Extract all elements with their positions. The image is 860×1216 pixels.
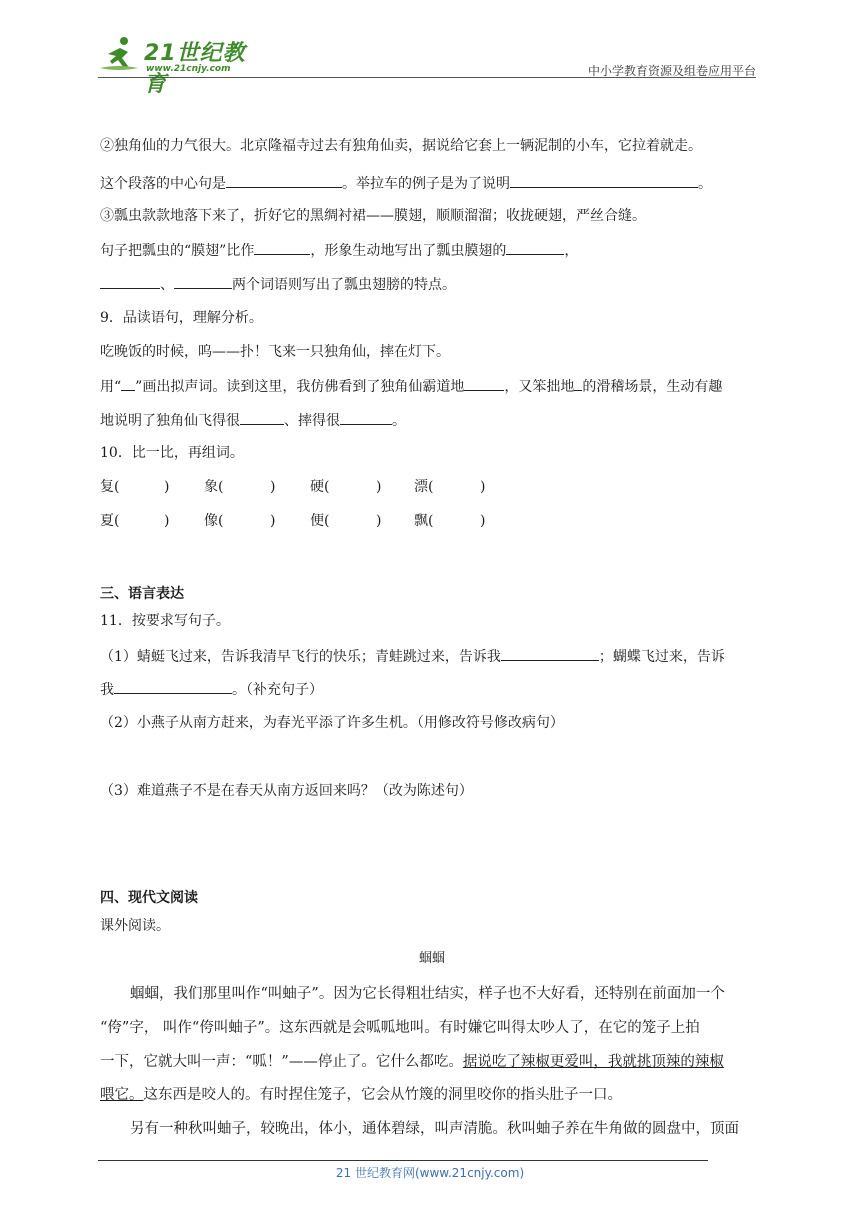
q9-l2-part: 地说明了独角仙飞得很 — [100, 413, 240, 429]
article-p1-line1: 蝈蝈，我们那里叫作“叫蚰子”。因为它长得粗壮结实，样子也不大好看，还特别在前面加一个 — [130, 986, 725, 1002]
q8-p2-q-part: 。 — [698, 176, 712, 192]
char-box-close: ) — [376, 513, 382, 529]
article-title: 蝈蝈 — [418, 951, 445, 966]
answer-blank[interactable] — [254, 240, 310, 255]
q9-l2-part: 。 — [392, 413, 406, 429]
q8-p3-q-part: ，形象生动地写出了瓢虫膜翅的 — [310, 243, 507, 259]
char-box-close: ) — [376, 479, 382, 495]
q9-title: 9．品读语句，理解分析。 — [100, 310, 263, 326]
q11-s1-part: （1）蜻蜓飞过来，告诉我清早飞行的快乐；青蛙跳过来，告诉我 — [100, 649, 501, 665]
section4-intro: 课外阅读。 — [100, 918, 170, 934]
q9-l1-part: 用“ — [100, 379, 122, 395]
q11-s1-part: ；蝴蝶飞过来，告诉 — [598, 649, 725, 665]
article-text: 这东西是咬人的。有时捏住笼子，它会从竹篾的洞里咬你的指头肚子一口。 — [143, 1087, 622, 1103]
q9-l2-part: 、摔得很 — [284, 413, 340, 429]
q11-s2: （2）小燕子从南方赶来，为春光平添了许多生机。（用修改符号修改病句） — [100, 715, 564, 731]
char-box-close: ) — [270, 513, 276, 529]
q8-p3-question2 — [100, 274, 456, 295]
q9-sentence: 吃晚饭的时候，呜——扑！飞来一只独角仙，摔在灯下。 — [100, 344, 450, 360]
underlined-sentence: 喂它。 — [100, 1087, 144, 1103]
answer-blank[interactable] — [464, 376, 504, 391]
q8-p3-q-part: ， — [564, 243, 579, 259]
q11-s1-part: 。（补充句子） — [232, 682, 323, 698]
q8-p3-q2-part: 、 — [160, 277, 174, 293]
header-divider — [98, 77, 756, 78]
char-box: 便( — [310, 513, 330, 529]
answer-blank[interactable] — [174, 274, 232, 289]
answer-blank[interactable] — [240, 410, 284, 425]
q11-title: 11．按要求写句子。 — [100, 613, 230, 629]
q8-p2-question — [100, 173, 712, 194]
page-header — [98, 30, 758, 97]
q9-line2 — [100, 410, 406, 431]
page-footer: 21 世纪教育网(www.21cnjy.com) — [335, 1166, 525, 1180]
char-box-close: ) — [480, 513, 486, 529]
q8-p3-question — [100, 240, 578, 261]
char-box: 飘( — [414, 513, 434, 529]
q10-title: 10．比一比，再组词。 — [100, 445, 244, 461]
q8-p3-q-part: 句子把瓢虫的“膜翅”比作 — [100, 243, 255, 259]
article-p1-line2: “侉”字， 叫作“侉叫蚰子”。这东西就是会呱呱地叫。有时嫌它叫得太吵人了，在它的笼子上拍 — [100, 1020, 700, 1036]
q11-s1-line1 — [100, 646, 725, 667]
answer-blank[interactable] — [226, 173, 342, 188]
q8-p3-text: ③瓢虫款款地落下来了，折好它的黑绸衬裙——膜翅，顺顺溜溜；收拢硬翅，严丝合缝。 — [100, 208, 646, 224]
char-box-close: ) — [480, 479, 486, 495]
platform-name: 中小学教育资源及组卷应用平台 — [587, 64, 756, 78]
logo — [98, 34, 268, 97]
char-box: 复( — [100, 479, 120, 495]
char-box: 硬( — [310, 479, 330, 495]
logo-text: 21世纪教育 — [144, 41, 246, 97]
char-box-close: ) — [164, 479, 170, 495]
char-box: 像( — [204, 513, 224, 529]
section4-title: 四、现代文阅读 — [100, 890, 198, 906]
q8-p2-q-part: 这个段落的中心句是 — [100, 176, 226, 192]
q8-p2-q-part: 。举拉车的例子是为了说明 — [342, 176, 510, 192]
answer-blank[interactable] — [510, 173, 698, 188]
answer-blank[interactable] — [114, 679, 232, 694]
article-p1-line3 — [100, 1052, 724, 1072]
q11-s1-line2 — [100, 679, 323, 700]
logo-url: www.21cnjy.com — [146, 64, 231, 74]
char-box-close: ) — [164, 513, 170, 529]
q9-l1-part: ”画出拟声词。读到这里，我仿佛看到了独角仙霸道地 — [135, 379, 465, 395]
q9-line1 — [100, 376, 722, 397]
footer-divider — [98, 1160, 708, 1161]
answer-blank[interactable] — [506, 240, 564, 255]
underlined-sentence: 据说吃了辣椒更爱叫，我就挑顶辣的辣椒 — [462, 1054, 724, 1070]
section3-title: 三、语言表达 — [100, 586, 184, 602]
q8-p2-text: ②独角仙的力气很大。北京隆福寺过去有独角仙卖，据说给它套上一辆泥制的小车，它拉着就走。 — [100, 138, 702, 154]
answer-blank[interactable] — [340, 410, 392, 425]
q9-l1-part: ，又笨拙地 — [504, 379, 575, 395]
char-box: 夏( — [100, 513, 120, 529]
char-box: 漂( — [414, 479, 434, 495]
article-p1-line4 — [100, 1085, 622, 1105]
char-box-close: ) — [270, 479, 276, 495]
article-p2-line1: 另有一种秋叫蚰子，较晚出，体小，通体碧绿，叫声清脆。秋叫蚰子养在牛角做的圆盘中，顶面 — [130, 1121, 739, 1137]
q11-s1-part: 我 — [100, 682, 114, 698]
runner-logo-icon — [98, 34, 142, 74]
article-text: 一下，它就大叫一声：“呱！”——停止了。它什么都吃。 — [100, 1054, 463, 1070]
answer-blank[interactable] — [501, 646, 599, 661]
answer-blank[interactable] — [100, 274, 160, 289]
char-box: 象( — [204, 479, 224, 495]
q9-l1-part: 的滑稽场景，生动有趣 — [582, 379, 723, 395]
answer-blank[interactable] — [121, 376, 135, 391]
q8-p3-q2-part: 两个词语则写出了瓢虫翅膀的特点。 — [232, 277, 456, 293]
q11-s3: （3）难道燕子不是在春天从南方返回来吗？（改为陈述句） — [100, 783, 473, 799]
